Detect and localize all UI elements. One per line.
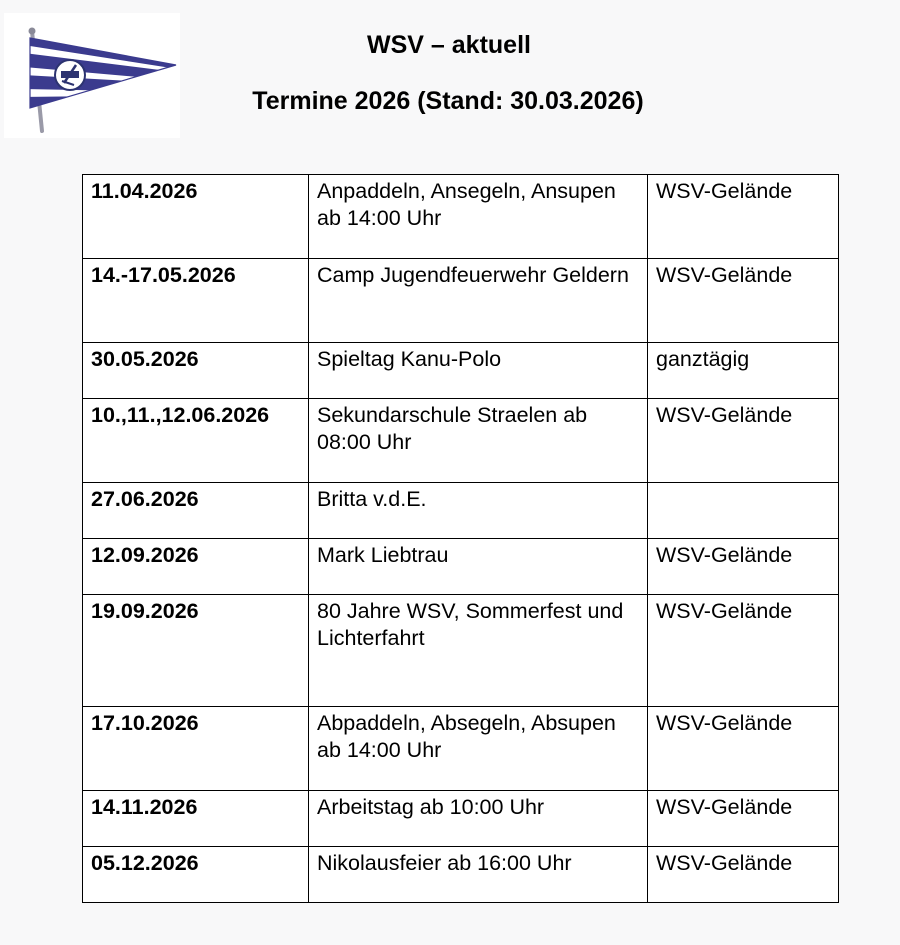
event-location: WSV-Gelände [648, 707, 839, 791]
table-row [83, 259, 839, 343]
event-date: 17.10.2026 [83, 707, 309, 791]
event-title: Arbeitstag ab 10:00 Uhr [309, 791, 648, 847]
table-row [83, 483, 839, 539]
event-location [648, 483, 839, 539]
table-row [83, 791, 839, 847]
event-title: Mark Liebtrau [309, 539, 648, 595]
event-title: Britta v.d.E. [309, 483, 648, 539]
event-location: WSV-Gelände [648, 539, 839, 595]
event-location: WSV-Gelände [648, 595, 839, 707]
event-title: Sekundarschule Straelen ab 08:00 Uhr [309, 399, 648, 483]
event-date: 19.09.2026 [83, 595, 309, 707]
event-location: ganztägig [648, 343, 839, 399]
event-date: 10.,11.,12.06.2026 [83, 399, 309, 483]
event-date: 27.06.2026 [83, 483, 309, 539]
event-date: 14.11.2026 [83, 791, 309, 847]
event-date: 05.12.2026 [83, 847, 309, 903]
page-title: WSV – aktuell [367, 31, 531, 59]
events-table [82, 174, 839, 903]
page-subtitle: Termine 2026 (Stand: 30.03.2026) [252, 87, 644, 115]
table-row [83, 539, 839, 595]
event-title: Nikolausfeier ab 16:00 Uhr [309, 847, 648, 903]
event-date: 12.09.2026 [83, 539, 309, 595]
event-title: Anpaddeln, Ansegeln, Ansupen ab 14:00 Uhr [309, 175, 648, 259]
event-location: WSV-Gelände [648, 259, 839, 343]
event-title: Camp Jugendfeuerwehr Geldern [309, 259, 648, 343]
table-row [83, 847, 839, 903]
event-date: 30.05.2026 [83, 343, 309, 399]
event-location: WSV-Gelände [648, 175, 839, 259]
table-row [83, 595, 839, 707]
event-title: 80 Jahre WSV, Sommerfest und Lichterfahrt [309, 595, 648, 707]
table-row [83, 707, 839, 791]
event-location: WSV-Gelände [648, 791, 839, 847]
event-title: Abpaddeln, Absegeln, Absupen ab 14:00 Uhr [309, 707, 648, 791]
table-row [83, 175, 839, 259]
event-date: 11.04.2026 [83, 175, 309, 259]
event-location: WSV-Gelände [648, 847, 839, 903]
table-row [83, 399, 839, 483]
event-title: Spieltag Kanu-Polo [309, 343, 648, 399]
table-row [83, 343, 839, 399]
event-location: WSV-Gelände [648, 399, 839, 483]
event-date: 14.-17.05.2026 [83, 259, 309, 343]
